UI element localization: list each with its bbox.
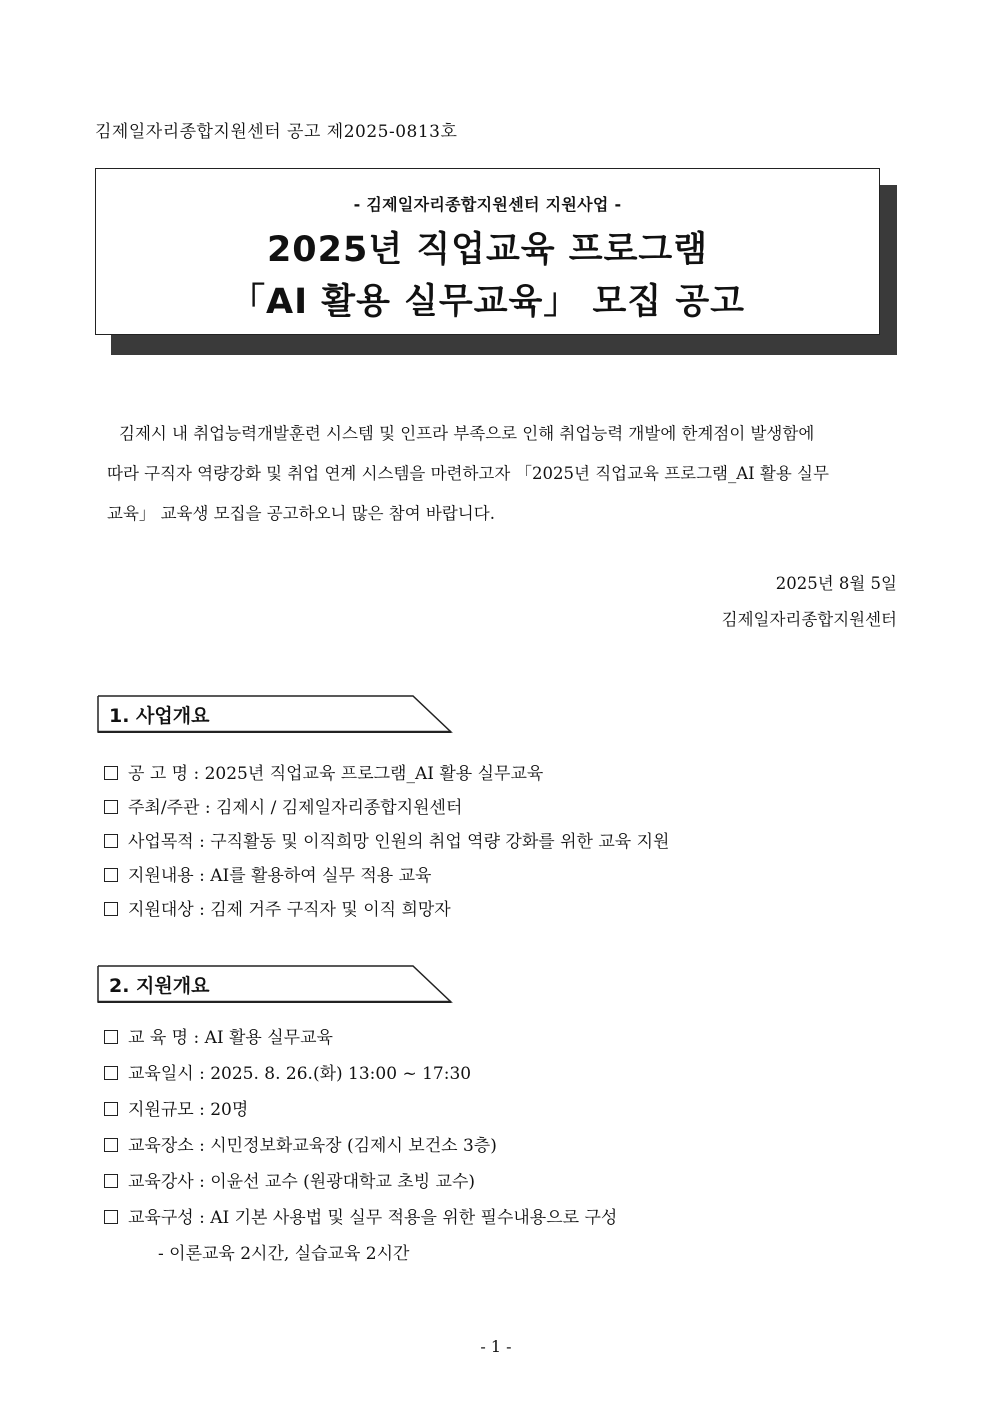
checkbox-icon xyxy=(104,902,118,916)
section-2-item: 교육장소 : 시민정보화교육장 (김제시 보건소 3층) xyxy=(104,1131,497,1156)
title-box xyxy=(95,168,880,335)
section-1-item: 지원내용 : AI를 활용하여 실무 적용 교육 xyxy=(104,861,431,886)
title-subtitle: - 김제일자리종합지원센터 지원사업 - xyxy=(353,195,622,214)
checkbox-icon xyxy=(104,834,118,848)
section-2-item: 교육일시 : 2025. 8. 26.(화) 13:00 ~ 17:30 xyxy=(104,1059,471,1084)
section-2-subitem: - 이론교육 2시간, 실습교육 2시간 xyxy=(158,1244,410,1264)
checkbox-icon xyxy=(104,800,118,814)
section-1-item: 공 고 명 : 2025년 직업교육 프로그램_AI 활용 실무교육 xyxy=(104,759,543,784)
title-line-2: 「AI 활용 실무교육」 모집 공고 xyxy=(230,282,745,322)
page-number: - 1 - xyxy=(480,1337,512,1356)
section-1-item: 주최/주관 : 김제시 / 김제일자리종합지원센터 xyxy=(104,793,462,818)
checkbox-icon xyxy=(104,766,118,780)
notice-date: 2025년 8월 5일 xyxy=(775,574,897,593)
section-2-title: 2. 지원개요 xyxy=(109,975,210,997)
intro-line-2: 따라 구직자 역량강화 및 취업 연계 시스템을 마련하고자 「2025년 직업교육 프로그램_AI 활용 실무 xyxy=(107,464,829,483)
checkbox-icon xyxy=(104,1066,118,1080)
intro-paragraph xyxy=(107,414,897,534)
section-1-item: 사업목적 : 구직활동 및 이직희망 인원의 취업 역량 강화를 위한 교육 지원 xyxy=(104,827,669,852)
checkbox-icon xyxy=(104,1138,118,1152)
section-2-item: 교 육 명 : AI 활용 실무교육 xyxy=(104,1023,333,1048)
notice-number: 김제일자리종합지원센터 공고 제2025-0813호 xyxy=(95,122,458,142)
section-1-item: 지원대상 : 김제 거주 구직자 및 이직 희망자 xyxy=(104,895,451,920)
checkbox-icon xyxy=(104,1030,118,1044)
checkbox-icon xyxy=(104,1102,118,1116)
section-2-item: 교육강사 : 이윤선 교수 (원광대학교 초빙 교수) xyxy=(104,1167,475,1192)
checkbox-icon xyxy=(104,1174,118,1188)
checkbox-icon xyxy=(104,868,118,882)
section-2-heading xyxy=(97,965,453,1003)
section-1-title: 1. 사업개요 xyxy=(109,705,210,727)
section-2-item: 교육구성 : AI 기본 사용법 및 실무 적용을 위한 필수내용으로 구성 xyxy=(104,1203,617,1228)
intro-line-3: 교육」 교육생 모집을 공고하오니 많은 참여 바랍니다. xyxy=(107,504,495,523)
section-2-item: 지원규모 : 20명 xyxy=(104,1095,248,1120)
section-1-heading xyxy=(97,695,453,733)
checkbox-icon xyxy=(104,1210,118,1224)
title-line-1: 2025년 직업교육 프로그램 xyxy=(266,230,709,270)
issuing-organization: 김제일자리종합지원센터 xyxy=(721,610,897,629)
intro-line-1: 김제시 내 취업능력개발훈련 시스템 및 인프라 부족으로 인해 취업능력 개발에 한계점이 발생함에 xyxy=(119,424,815,443)
